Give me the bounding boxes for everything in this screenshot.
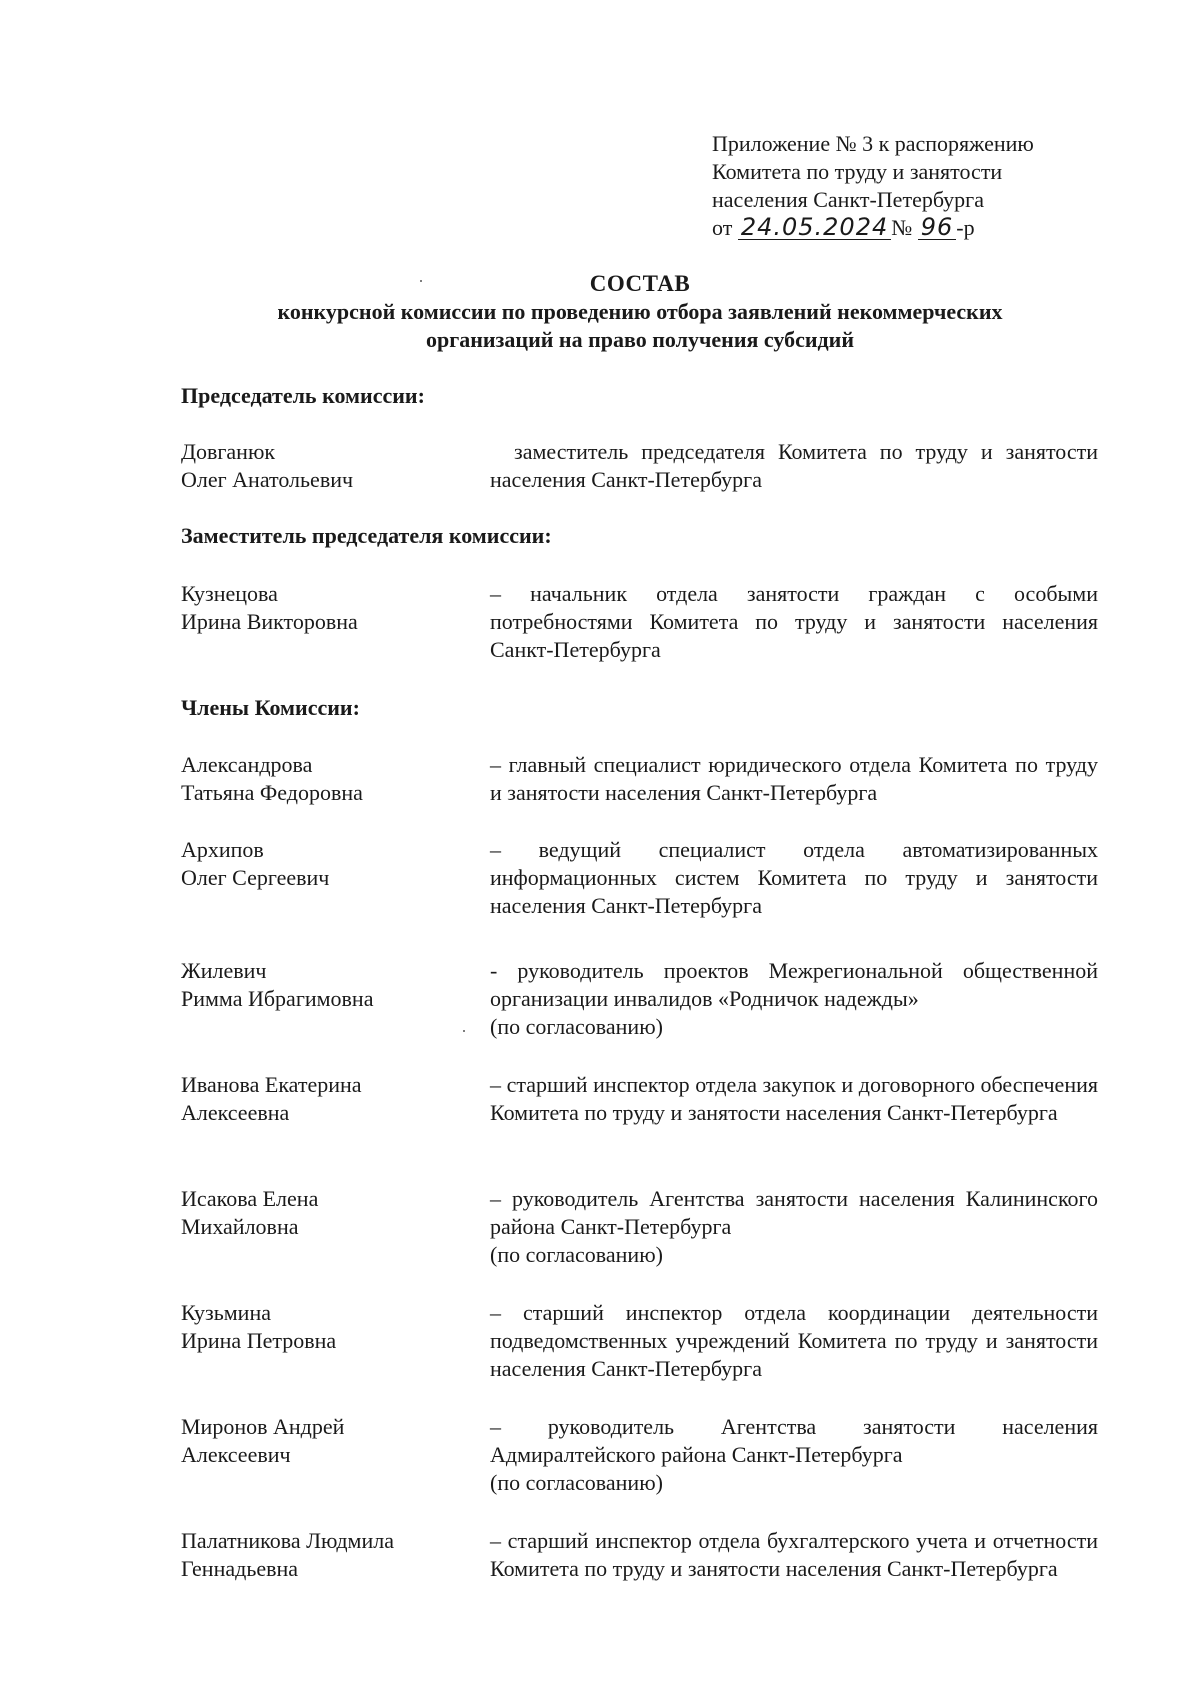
agreement-note: (по согласованию) (490, 1014, 663, 1039)
member-position: – старший инспектор отдела координации деятельности подведомственных учреждений Комитета по труду и занятости населения Санкт-Петербурга (490, 1300, 1098, 1381)
handwritten-number: 96 (918, 215, 957, 240)
member-name: Архипов Олег Сергеевич (181, 837, 330, 890)
annex-line-1: Приложение № 3 к распоряжению (712, 131, 1034, 156)
member-name: Иванова Екатерина Алексеевна (181, 1072, 362, 1125)
member-name: Кузнецова Ирина Викторовна (181, 581, 358, 634)
document-title: СОСТАВ (589, 271, 691, 296)
handwritten-date: 24.05.2024 (738, 215, 891, 240)
number-prefix: № (891, 215, 913, 240)
date-prefix: от (712, 215, 733, 240)
annex-date-line (712, 214, 1034, 242)
document-subtitle-line-1: конкурсной комиссии по проведению отбора заявлений некоммерческих (277, 299, 1003, 324)
member-name: Александрова Татьяна Федоровна (181, 752, 363, 805)
chair-heading: Председатель комиссии: (181, 383, 425, 408)
member-name: Довганюк Олег Анатольевич (181, 439, 354, 492)
agreement-note: (по согласованию) (490, 1242, 663, 1267)
member-position: – главный специалист юридического отдела Комитета по труду и занятости населения Санкт-Петербурга (490, 752, 1098, 805)
member-position: – начальник отдела занятости граждан с особыми потребностями Комитета по труду и занятости населения Санкт-Петербурга (490, 581, 1098, 662)
annex-block (712, 130, 1034, 242)
number-suffix: -р (956, 215, 975, 240)
agreement-note: (по согласованию) (490, 1470, 663, 1495)
members-heading: Члены Комиссии: (181, 695, 360, 720)
member-name: Кузьмина Ирина Петровна (181, 1300, 337, 1353)
member-position: – руководитель Агентства занятости населения Адмиралтейского района Санкт-Петербурга (по согласованию) (490, 1414, 1098, 1495)
deputy-heading: Заместитель председателя комиссии: (181, 523, 552, 548)
member-position: - руководитель проектов Межрегиональной общественной организации инвалидов «Родничок надежды» (по согласованию) (490, 958, 1098, 1039)
document-subtitle-line-2: организаций на право получения субсидий (425, 327, 855, 352)
annex-line-2: Комитета по труду и занятости (712, 159, 1003, 184)
member-name: Палатникова Людмила Геннадьевна (181, 1528, 394, 1581)
member-name: Миронов Андрей Алексеевич (181, 1414, 345, 1467)
member-position: – старший инспектор отдела бухгалтерского учета и отчетности Комитета по труду и занятости населения Санкт-Петербурга (490, 1528, 1098, 1581)
member-position: – старший инспектор отдела закупок и договорного обеспечения Комитета по труду и занятости населения Санкт-Петербурга (490, 1072, 1098, 1125)
member-position: – руководитель Агентства занятости населения Калининского района Санкт-Петербурга (по согласованию) (490, 1186, 1098, 1267)
member-position: – ведущий специалист отдела автоматизированных информационных систем Комитета по труду и занятости населения Санкт-Петербурга (490, 837, 1098, 918)
member-position: заместитель председателя Комитета по труду и занятости населения Санкт-Петербурга (490, 439, 1098, 492)
annex-line-3: населения Санкт-Петербурга (712, 187, 984, 212)
scan-speck (463, 1030, 465, 1032)
member-name: Жилевич Римма Ибрагимовна (181, 958, 374, 1011)
member-name: Исакова Елена Михайловна (181, 1186, 319, 1239)
